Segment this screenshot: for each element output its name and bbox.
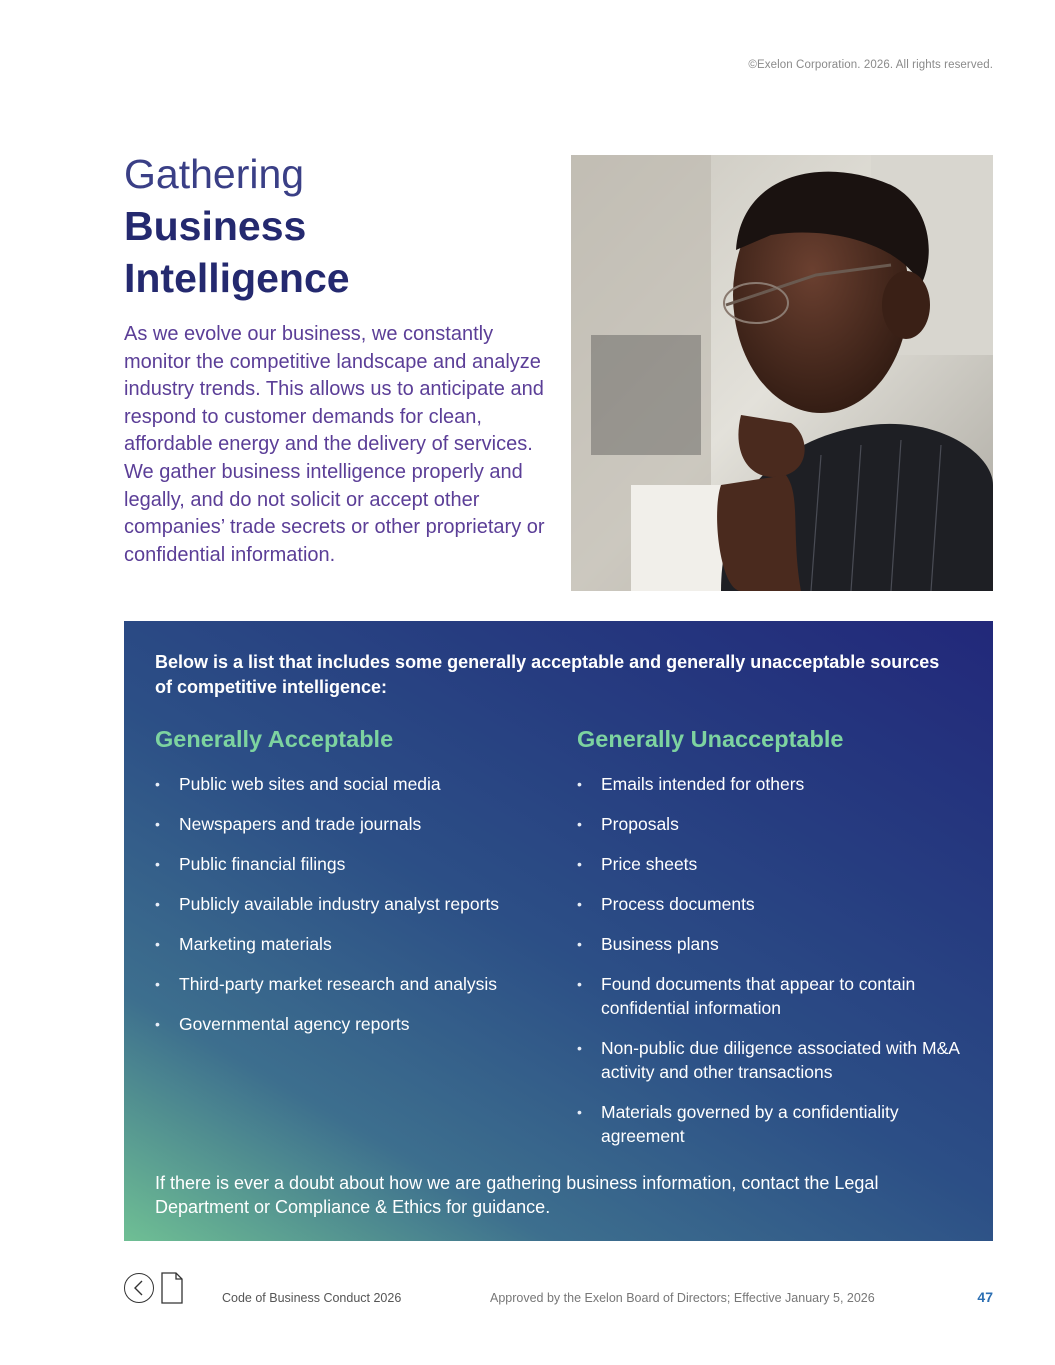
page-title <box>124 148 554 304</box>
list-item-text: Process documents <box>601 894 755 914</box>
acceptable-list <box>155 772 555 1036</box>
bullet-icon: • <box>155 896 160 912</box>
page-number: 47 <box>977 1289 993 1305</box>
list-item-text: Materials governed by a confidentiality agreement <box>601 1102 899 1146</box>
man-thinking-photo <box>571 155 993 591</box>
list-item-text: Business plans <box>601 934 719 954</box>
list-item-text: Found documents that appear to contain confidential information <box>601 974 916 1018</box>
bullet-icon: • <box>155 976 160 992</box>
bullet-icon: • <box>577 816 582 832</box>
footer-document-title: Code of Business Conduct 2026 <box>222 1291 402 1305</box>
title-line-1: Gathering <box>124 151 305 197</box>
back-button[interactable] <box>124 1273 154 1303</box>
intelligence-sources-panel <box>124 621 993 1241</box>
list-item-text: Public web sites and social media <box>179 774 441 794</box>
list-item-text: Public financial filings <box>179 854 346 874</box>
bullet-icon: • <box>155 936 160 952</box>
unacceptable-column <box>577 724 967 1164</box>
intro-paragraph: As we evolve our business, we constantly monitor the competitive landscape and analyze industry trends. This allows us to anticipate and respond to customer demands for clean, affordable energy and the delivery of services. We gather business intelligence properly and legally, and do not solicit or accept other companies’ trade secrets or other proprietary or confidential information. <box>124 323 545 566</box>
list-item <box>577 852 967 876</box>
list-item-text: Governmental agency reports <box>179 1014 410 1034</box>
bullet-icon: • <box>577 1040 582 1056</box>
title-line-2: Business <box>124 203 307 249</box>
bullet-icon: • <box>577 1104 582 1120</box>
acceptable-column <box>155 724 555 1052</box>
footer-approval-note: Approved by the Exelon Board of Directors; Effective January 5, 2026 <box>490 1291 875 1305</box>
page-button[interactable] <box>161 1272 183 1304</box>
list-item-text: Emails intended for others <box>601 774 805 794</box>
page-icon <box>161 1272 183 1304</box>
panel-intro: Below is a list that includes some generally acceptable and generally unacceptable sources of competitive intelligence: <box>155 652 940 697</box>
bullet-icon: • <box>577 936 582 952</box>
bullet-icon: • <box>155 1016 160 1032</box>
panel-guidance-note: If there is ever a doubt about how we are gathering business information, contact the Legal Department or Compliance & Ethics for guidance. <box>155 1173 879 1217</box>
chevron-left-icon <box>133 1280 145 1296</box>
bullet-icon: • <box>577 976 582 992</box>
list-item <box>155 812 555 836</box>
list-item-text: Publicly available industry analyst reports <box>179 894 500 914</box>
list-item <box>155 1012 555 1036</box>
list-item-text: Price sheets <box>601 854 698 874</box>
acceptable-heading: Generally Acceptable <box>155 726 394 752</box>
list-item <box>155 892 555 916</box>
bullet-icon: • <box>155 856 160 872</box>
list-item <box>577 972 967 1020</box>
bullet-icon: • <box>577 896 582 912</box>
list-item-text: Non-public due diligence associated with M&A activity and other transactions <box>601 1038 959 1082</box>
list-item <box>577 1036 967 1084</box>
copyright-notice: ©Exelon Corporation. 2026. All rights reserved. <box>748 59 993 71</box>
bullet-icon: • <box>577 776 582 792</box>
list-item <box>577 892 967 916</box>
bullet-icon: • <box>577 856 582 872</box>
bullet-icon: • <box>155 776 160 792</box>
unacceptable-list <box>577 772 967 1148</box>
list-item <box>577 772 967 796</box>
title-line-3: Intelligence <box>124 255 350 301</box>
unacceptable-heading: Generally Unacceptable <box>577 726 844 752</box>
list-item-text: Third-party market research and analysis <box>179 974 498 994</box>
list-item <box>155 972 555 996</box>
list-item <box>577 1100 967 1148</box>
list-item <box>155 932 555 956</box>
list-item-text: Proposals <box>601 814 679 834</box>
list-item <box>577 932 967 956</box>
bullet-icon: • <box>155 816 160 832</box>
list-item <box>155 772 555 796</box>
list-item <box>577 812 967 836</box>
list-item-text: Newspapers and trade journals <box>179 814 422 834</box>
list-item <box>155 852 555 876</box>
list-item-text: Marketing materials <box>179 934 332 954</box>
